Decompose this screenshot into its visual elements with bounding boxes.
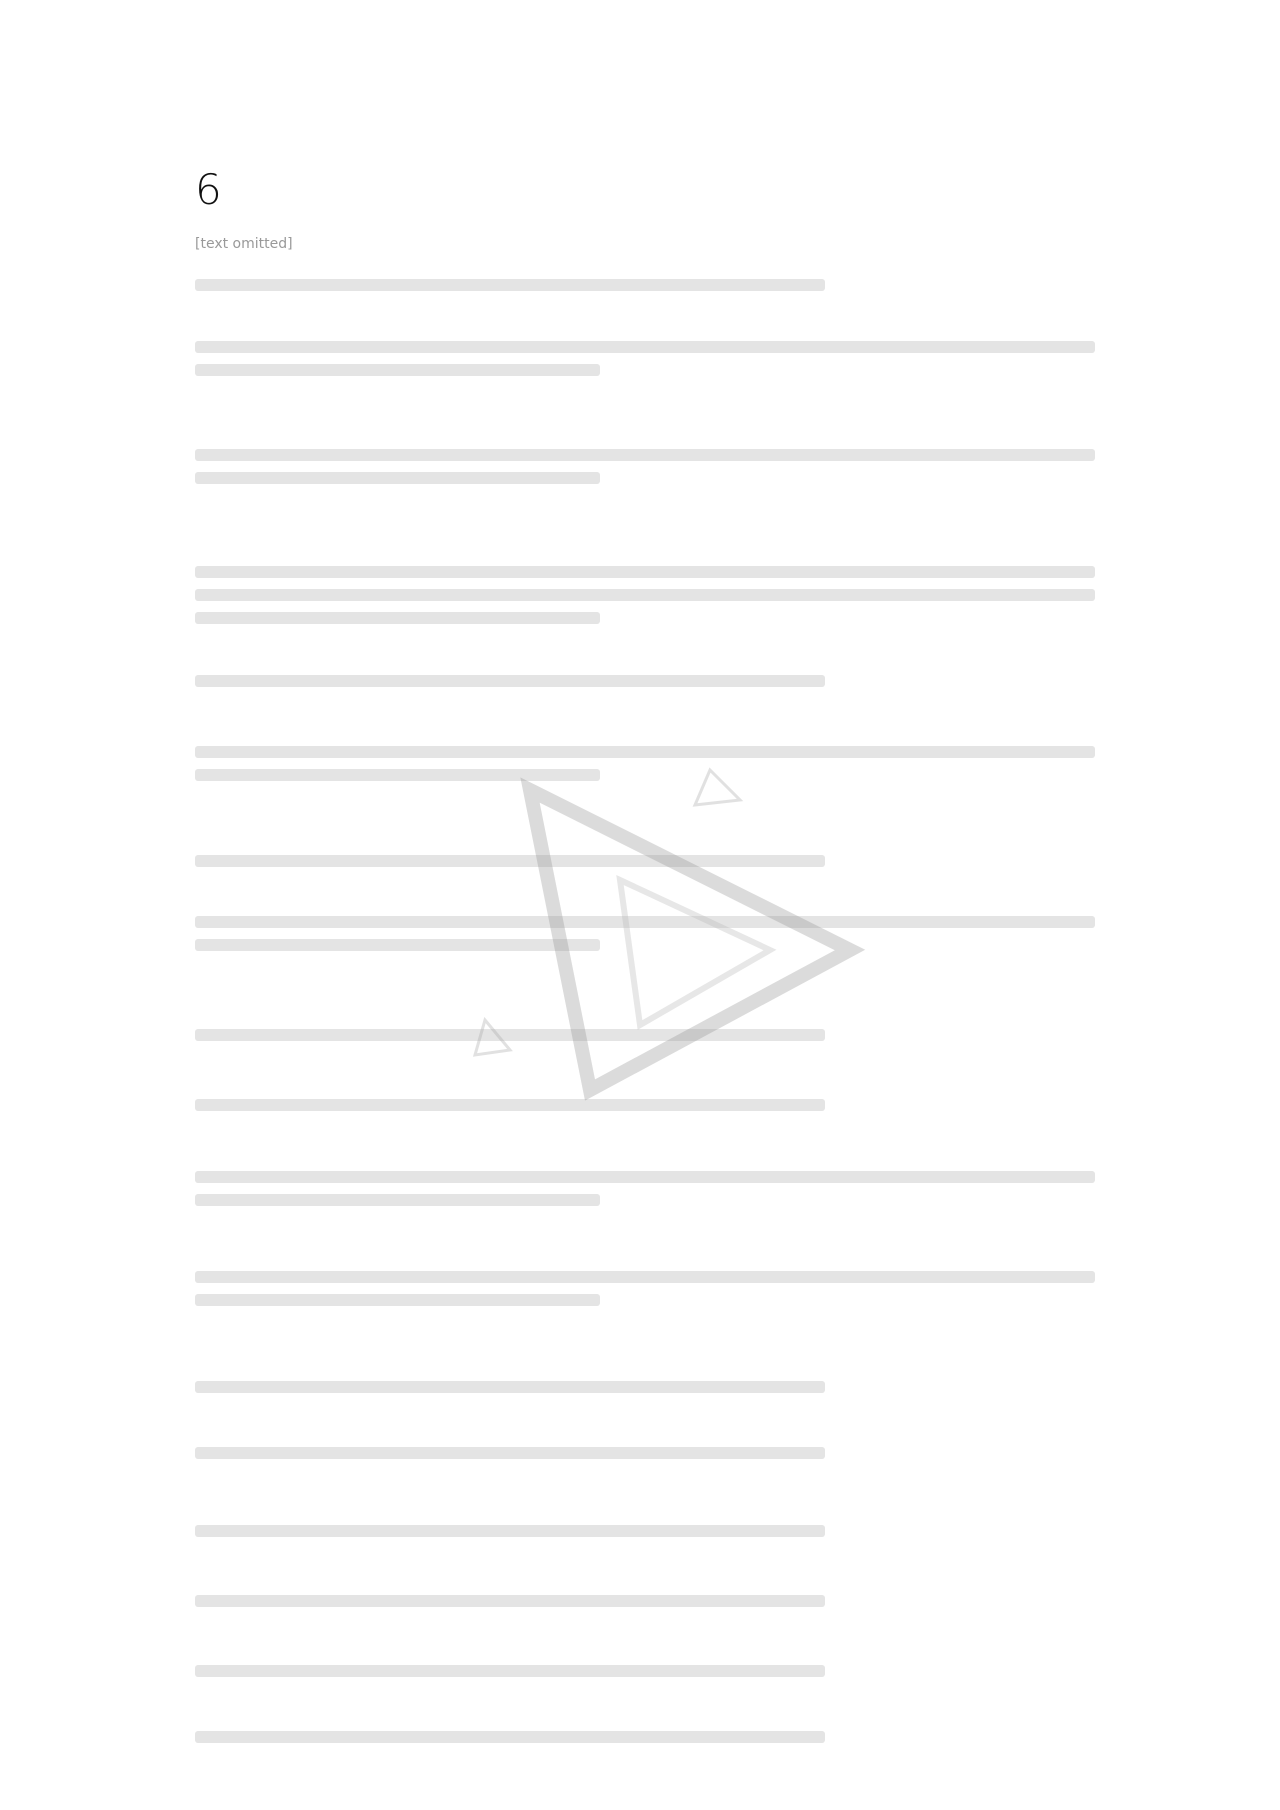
paragraph [195, 268, 1095, 302]
placeholder-line [195, 675, 825, 687]
paragraph [195, 1720, 1095, 1754]
placeholder-line [195, 1294, 600, 1306]
paragraph [195, 1654, 1095, 1688]
placeholder-line [195, 1381, 825, 1393]
omitted-notice: [text omitted] [195, 236, 293, 252]
placeholder-line [195, 1665, 825, 1677]
placeholder-line [195, 1525, 825, 1537]
placeholder-line [195, 589, 1095, 601]
placeholder-line [195, 612, 600, 624]
paragraph [195, 1370, 1095, 1404]
placeholder-line [195, 364, 600, 376]
placeholder-line [195, 279, 825, 291]
paragraph [195, 555, 1095, 635]
placeholder-line [195, 1171, 1095, 1183]
placeholder-line [195, 1194, 600, 1206]
paragraph [195, 1514, 1095, 1548]
paragraph [195, 330, 1095, 387]
placeholder-line [195, 1447, 825, 1459]
placeholder-line [195, 472, 600, 484]
paragraph [195, 1160, 1095, 1217]
paragraph [195, 438, 1095, 495]
paragraph [195, 1260, 1095, 1317]
chapter-number: 6 [195, 165, 222, 214]
paragraph [195, 664, 1095, 698]
placeholder-line [195, 1595, 825, 1607]
paragraph [195, 1584, 1095, 1618]
paragraph [195, 1436, 1095, 1470]
placeholder-line [195, 1271, 1095, 1283]
placeholder-line [195, 566, 1095, 578]
placeholder-line [195, 746, 1095, 758]
placeholder-line [195, 341, 1095, 353]
placeholder-line [195, 449, 1095, 461]
watermark-triangle-icon [470, 760, 890, 1120]
placeholder-line [195, 1731, 825, 1743]
